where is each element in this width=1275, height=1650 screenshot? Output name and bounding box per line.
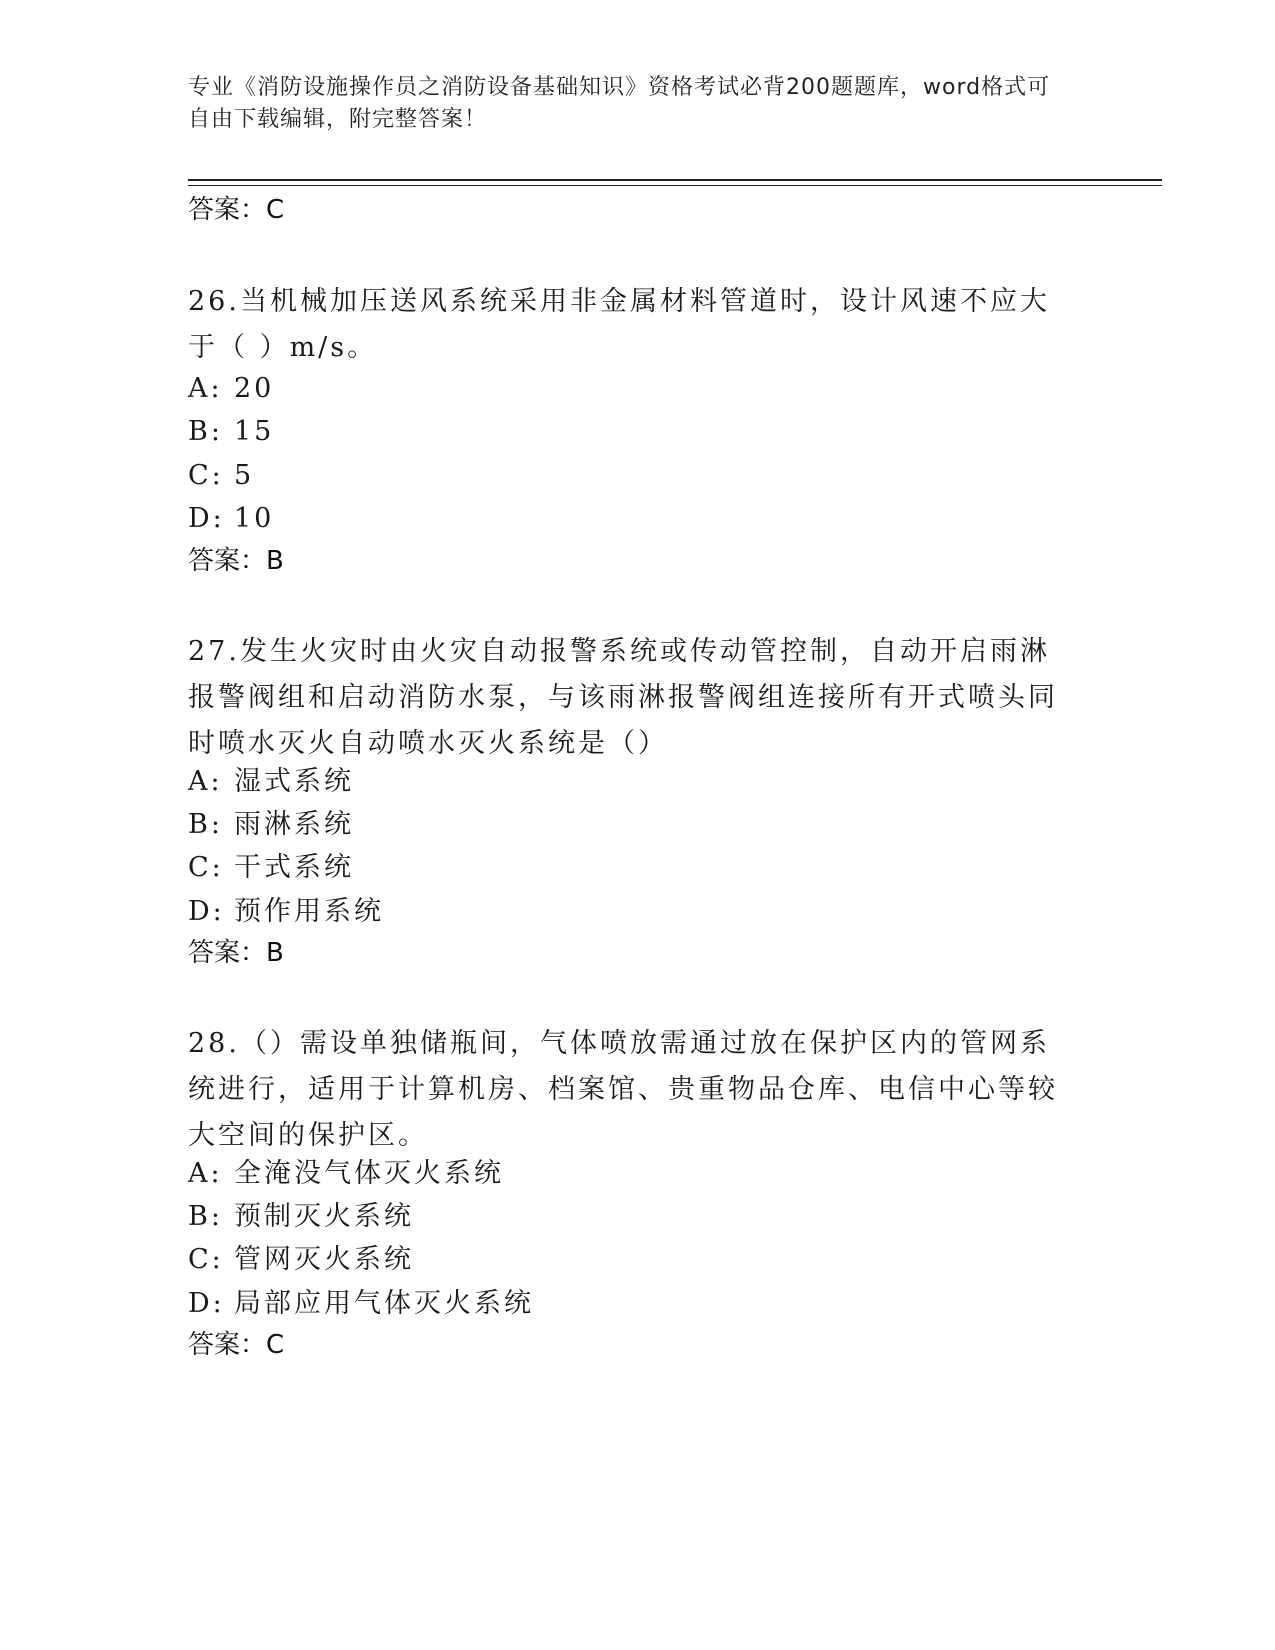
option-letter: C: [188,460,224,491]
option-text: 局部应用气体灭火系统 [234,1288,534,1319]
option-text: 15 [234,416,275,447]
option-text: 10 [234,503,275,534]
question-28-option-c [188,1240,414,1280]
question-28-option-a [188,1154,504,1194]
option-letter: D: [188,503,225,534]
option-text: 预制灭火系统 [234,1201,414,1232]
question-27-option-d [188,892,384,932]
question-27-option-c [188,848,354,888]
question-26-option-c [188,456,254,496]
option-text: 20 [234,373,275,404]
option-letter: C: [188,852,224,883]
option-text: 预作用系统 [234,896,384,927]
option-text: 5 [234,460,255,491]
option-text: 全淹没气体灭火系统 [234,1158,504,1189]
document-header-title: 专业《消防设施操作员之消防设备基础知识》资格考试必背200题题库，word格式可自由下载编辑，附完整答案！ [188,75,1051,132]
option-text: 管网灭火系统 [234,1244,414,1275]
header-divider-thin [188,185,1162,186]
option-letter: A: [188,1158,223,1189]
question-26-text: 26.当机械加压送风系统采用非金属材料管道时，设计风速不应大于（ ）m/s。 [188,286,1050,363]
question-27-answer: 答案：B [188,938,284,968]
question-27-text: 27.发生火灾时由火灾自动报警系统或传动管控制，自动开启雨淋报警阀组和启动消防水泵，与该雨淋报警阀组连接所有开式喷头同时喷水灭火自动喷水灭火系统是（） [188,636,1058,759]
option-text: 雨淋系统 [234,809,354,840]
question-28-text: 28.（）需设单独储瓶间，气体喷放需通过放在保护区内的管网系统进行，适用于计算机房、档案馆、贵重物品仓库、电信中心等较大空间的保护区。 [188,1028,1058,1151]
option-letter: B: [188,416,223,447]
option-text: 干式系统 [234,852,354,883]
option-letter: B: [188,809,223,840]
question-28-answer: 答案：C [188,1330,285,1360]
question-27-option-a [188,762,354,802]
option-text: 湿式系统 [234,766,354,797]
question-27-option-b [188,805,354,845]
option-letter: A: [188,766,223,797]
question-28-option-b [188,1197,414,1237]
option-letter: D: [188,896,225,927]
question-26-option-b [188,412,274,452]
question-26-answer: 答案：B [188,546,284,576]
question-26-option-a [188,369,274,409]
previous-answer: 答案：C [188,195,285,225]
option-letter: A: [188,373,223,404]
question-28-option-d [188,1284,534,1324]
option-letter: C: [188,1244,224,1275]
option-letter: B: [188,1201,223,1232]
option-letter: D: [188,1288,225,1319]
header-divider-thick [188,179,1162,181]
question-26-option-d [188,499,274,539]
